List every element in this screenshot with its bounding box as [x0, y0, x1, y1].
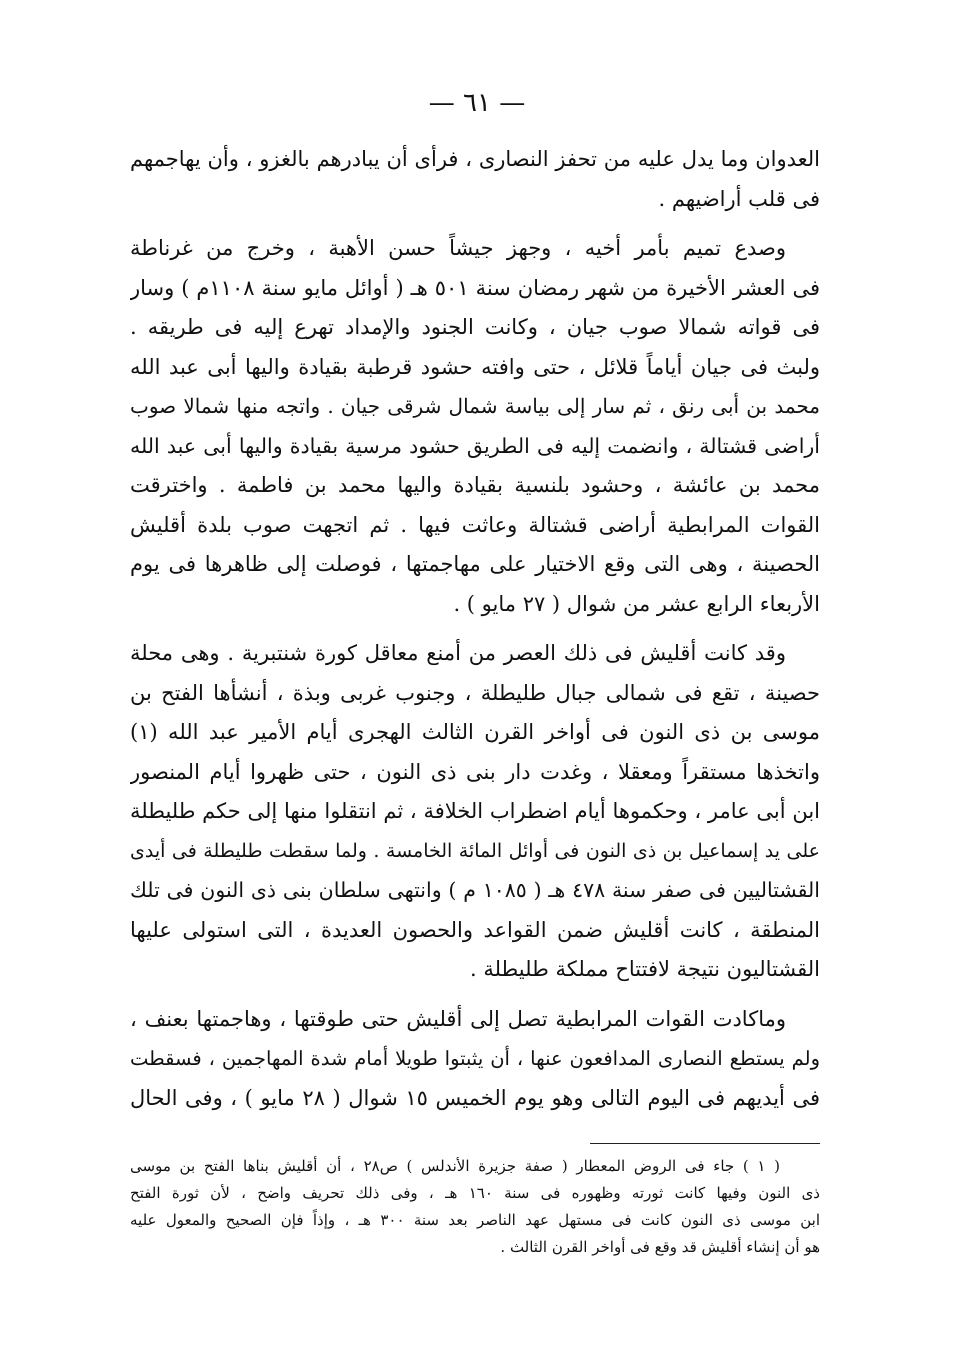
text-line: وصدع تميم بأمر أخيه ، وجهز جيشاً حسن الأهبة ، وخرج من غرناطة: [130, 236, 786, 260]
text-line: العدوان وما يدل عليه من تحفز النصارى ، فرأى أن يبادرهم بالغزو ، وأن يهاجمهم: [130, 147, 820, 171]
main-text: [130, 140, 820, 1128]
text-line: فى العشر الأخيرة من شهر رمضان سنة ٥٠١ هـ ( أوائل مايو سنة ١١٠٨م ) وسار: [130, 275, 820, 300]
paragraph-4: [130, 1000, 820, 1119]
text-line: وقد كانت أقليش فى ذلك العصر من أمنع معاقل كورة شنتبرية . وهى محلة: [130, 641, 786, 665]
text-line: موسى بن ذى النون فى أواخر القرن الثالث الهجرى أيام الأمير عبد الله (١): [130, 720, 820, 744]
text-line: فى قلب أراضيهم .: [658, 186, 820, 211]
text-line: الأربعاء الرابع عشر من شوال ( ٢٧ مايو ) .: [453, 591, 820, 616]
text-line: أراضى قشتالة ، وانضمت إليه فى الطريق حشود مرسية بقيادة واليها أبى عبد الله: [130, 433, 820, 458]
text-line: محمد بن عائشة ، وحشود بلنسية بقيادة واليها محمد بن فاطمة . واخترقت: [130, 473, 820, 497]
text-line: القشتاليون نتيجة لافتتاح مملكة طليطلة .: [470, 957, 820, 981]
text-line: حصينة ، تقع فى شمالى جبال طليطلة ، وجنوب غربى وبذة ، أنشأها الفتح بن: [130, 680, 820, 705]
text-line: فى قواته شمالا صوب جيان ، وكانت الجنود والإمداد تهرع إليه فى طريقه .: [130, 315, 820, 339]
footnote-line: ابن موسى ذى النون كانت فى مستهل عهد الناصر بعد سنة ٣٠٠ هـ ، وإذاً فإن الصحيح والمعول عليه: [130, 1211, 820, 1229]
text-line: على يد إسماعيل بن ذى النون فى أوائل المائة الخامسة . ولما سقطت طليطلة فى أيدى: [130, 839, 820, 862]
text-line: ابن أبى عامر ، وحكموها أيام اضطراب الخلافة ، ثم انتقلوا منها إلى حكم طليطلة: [130, 799, 820, 823]
paragraph-1: [130, 140, 820, 219]
text-line: فى أيديهم فى اليوم التالى وهو يوم الخميس ١٥ شوال ( ٢٨ مايو ) ، وفى الحال: [130, 1085, 820, 1110]
text-line: الحصينة ، وهى التى وقع الاختيار على مهاجمتها ، فوصلت إلى ظاهرها فى يوم: [130, 552, 820, 576]
text-line: ولم يستطع النصارى المدافعون عنها ، أن يثبتوا طويلا أمام شدة المهاجمين ، فسقطت: [130, 1047, 820, 1070]
text-line: واتخذها مستقراً ومعقلا ، وغدت دار بنى ذى النون ، حتى ظهروا أيام المنصور: [130, 759, 820, 784]
paragraph-3: [130, 634, 820, 990]
text-line: محمد بن أبى رنق ، ثم سار إلى بياسة شمال شرقى جيان . واتجه منها شمالا صوب: [130, 394, 820, 418]
footnote: [130, 1153, 820, 1261]
text-line: وماكادت القوات المرابطية تصل إلى أقليش حتى طوقتها ، وهاجمتها بعنف ،: [130, 1006, 786, 1031]
text-line: ولبث فى جيان أياماً قلائل ، حتى وافته حشود قرطبة بقيادة واليها أبى عبد الله: [130, 354, 820, 379]
footnote-line: هو أن إنشاء أقليش قد وقع فى أواخر القرن الثالث .: [500, 1238, 820, 1256]
footnote-line: ذى النون وفيها كانت ثورته وظهوره فى سنة ١٦٠ هـ ، وفى ذلك تحريف واضح ، لأن ثورة الفتح: [130, 1184, 820, 1202]
footnote-divider: [590, 1143, 820, 1144]
footnote-line: ( ١ ) جاء فى الروض المعطار ( صفة جزيرة الأندلس ) ص٢٨ ، أن أقليش بناها الفتح بن موسى: [130, 1157, 781, 1175]
text-line: القوات المرابطية أراضى قشتالة وعاثت فيها . ثم اتجهت صوب بلدة أقليش: [130, 512, 820, 537]
paragraph-2: [130, 229, 820, 624]
page-number: — ٦١ —: [428, 88, 526, 118]
text-line: القشتاليين فى صفر سنة ٤٧٨ هـ ( ١٠٨٥ م ) وانتهى سلطان بنى ذى النون فى تلك: [130, 878, 820, 902]
text-line: المنطقة ، كانت أقليش ضمن القواعد والحصون العديدة ، التى استولى عليها: [130, 917, 820, 942]
